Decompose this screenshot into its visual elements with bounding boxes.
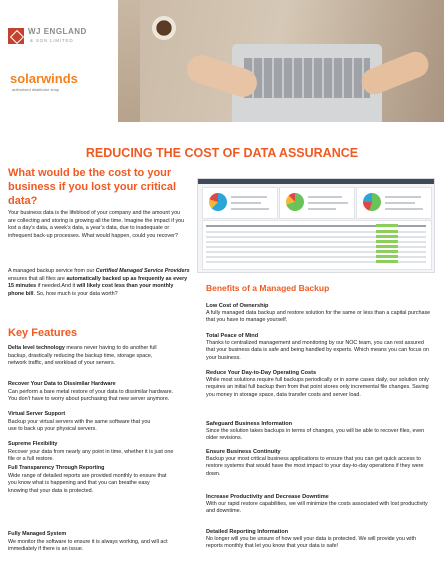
logo-panel (0, 0, 118, 122)
benefit-item (206, 494, 432, 516)
feature-item (8, 411, 158, 434)
feature-item (8, 345, 158, 368)
feature-text: Can perform a bare metal restore of your data to dissimilar hardware. You don’t have to worry about purchasing that new server anymore. (8, 388, 174, 403)
feature-text: We monitor the software to ensure it is always working, and will act immediately if there is an issue. (8, 538, 168, 553)
benefit-title: Low Cost of Ownership (206, 303, 269, 309)
widget-line (231, 196, 267, 198)
msp-text: ensures that all files are (8, 275, 67, 282)
benefit-title: Total Peace of Mind (206, 333, 259, 339)
dashboard-widget (356, 187, 432, 219)
benefit-item (206, 421, 432, 443)
benefit-text: No longer will you be unsure of how well your data is protected. We will provide you with reports monthly that let you know that your data is safe! (206, 536, 416, 550)
benefit-title: Safeguard Business Information (206, 421, 293, 427)
question-heading: What would be the cost to your business if you lost your critical data? (8, 167, 177, 207)
widget-line (231, 202, 261, 204)
feature-item (8, 531, 173, 554)
msp-bold: automatically backed up as frequently as every 15 minutes (8, 275, 188, 290)
donut-chart-icon (363, 193, 381, 211)
table-row (206, 256, 426, 258)
dashboard-widget (202, 187, 278, 219)
dashboard-screenshot (197, 178, 435, 273)
table-row (206, 241, 426, 243)
msp-paragraph (8, 268, 190, 298)
dashboard-widget (279, 187, 355, 219)
benefit-title: Detailed Reporting Information (206, 529, 289, 535)
benefits-heading: Benefits of a Managed Backup (206, 283, 330, 293)
widget-line (308, 208, 336, 210)
msp-text: A managed backup service from our (8, 268, 96, 274)
features-heading: Key Features (8, 327, 78, 339)
msp-text: . So, how much is your data worth? (33, 290, 118, 297)
dashboard-titlebar (198, 179, 434, 184)
benefit-item (206, 333, 432, 362)
benefit-text: With our rapid restore capabilities, we will minimize the costs associated with lost productivity and downtime. (206, 501, 428, 515)
feature-text: Recover your data from nearly any point in time, whether it is just one file or a full restore. (8, 448, 174, 463)
feature-title: Delta level technology (8, 345, 65, 351)
table-header (206, 225, 426, 227)
feature-text: Backup your virtual servers with the same software that you use to back up your physical servers. (8, 418, 151, 433)
donut-chart-icon (209, 193, 227, 211)
donut-chart-icon (286, 193, 304, 211)
table-row (206, 236, 426, 238)
intro-paragraph: Your business data is the lifeblood of your company and the amount you are collecting and storing is growing all the time. Imagine the impact if you lost a day’s data, a week’s data, a year’s data, due to inadequate or infrequent back-up processes. What would happen, could you recover? (8, 210, 185, 239)
feature-item (8, 441, 178, 464)
benefit-item (206, 529, 432, 551)
table-row (206, 261, 426, 263)
benefit-text: Thanks to centralized management and monitoring by our NOC team, you can rest assured that your business data is safe and being handled by experts. Which means you can focus on your business. (206, 340, 429, 361)
msp-emphasis: Certified Managed Service Providers (95, 268, 190, 274)
benefit-text: While most solutions require full backups periodically or in some cases daily, our solution only requires an initial full backup then from that point stores only incremental file changes. Saving you money in storage space, data transfer costs and server load. (206, 377, 429, 398)
feature-item (8, 381, 178, 404)
feature-text: Wide range of detailed reports are provided monthly to ensure that you know what is happening and that you can breathe easy knowing that your data is protected. (8, 472, 167, 494)
table-row (206, 231, 426, 233)
widget-line (231, 208, 269, 210)
widget-line (385, 208, 423, 210)
benefit-text: Backup your most critical business applications to ensure that you can get quick access to restore systems that would have the most impact to your day-to-day operations if they were down. (206, 456, 424, 477)
benefit-text: Since the solution takes backups in terms of changes, you will be able to recover files, even older revisions. (206, 428, 425, 442)
benefit-item (206, 370, 432, 399)
solarwinds-logo: solarwinds (10, 71, 78, 86)
table-row (206, 246, 426, 248)
feature-text: means never having to do another full backup, drastically reducing the backup time, storage space, network traffic, and workload of your servers. (8, 345, 157, 367)
dashboard-table (202, 220, 432, 270)
partner-subtitle: authorised distributor shop (12, 87, 60, 92)
table-row (206, 251, 426, 253)
coffee-mug-graphic (152, 16, 176, 40)
benefit-title: Increase Productivity and Decrease Downtime (206, 494, 329, 500)
feature-title: Virtual Server Support (8, 411, 66, 417)
widget-line (308, 202, 348, 204)
feature-title: Recover Your Data to Dissimilar Hardware (8, 381, 116, 387)
hero-image (0, 0, 444, 122)
wj-england-logo-icon (8, 28, 24, 44)
feature-title: Supreme Flexibility (8, 441, 58, 447)
msp-text: if needed.And it (36, 283, 77, 290)
benefit-title: Reduce Your Day-to-Day Operating Costs (206, 370, 317, 376)
feature-item (8, 465, 170, 495)
widget-line (308, 196, 342, 198)
benefit-item (206, 449, 432, 478)
msp-bold: will likely cost less than your monthly phone bill (8, 283, 174, 297)
keyboard-graphic (244, 58, 370, 98)
widget-line (385, 202, 415, 204)
page-title: REDUCING THE COST OF DATA ASSURANCE (85, 146, 359, 160)
feature-title: Fully Managed System (8, 531, 67, 537)
company-name: WJ ENGLAND (28, 27, 87, 36)
company-subtitle: & SON LIMITED (30, 38, 74, 43)
widget-line (385, 196, 421, 198)
benefit-title: Ensure Business Continuity (206, 449, 281, 455)
benefit-item (206, 303, 432, 325)
feature-title: Full Transparency Through Reporting (8, 465, 105, 471)
benefit-text: A fully managed data backup and restore solution for the same or less than a capital purchase that you have to manage yourself. (206, 310, 431, 324)
